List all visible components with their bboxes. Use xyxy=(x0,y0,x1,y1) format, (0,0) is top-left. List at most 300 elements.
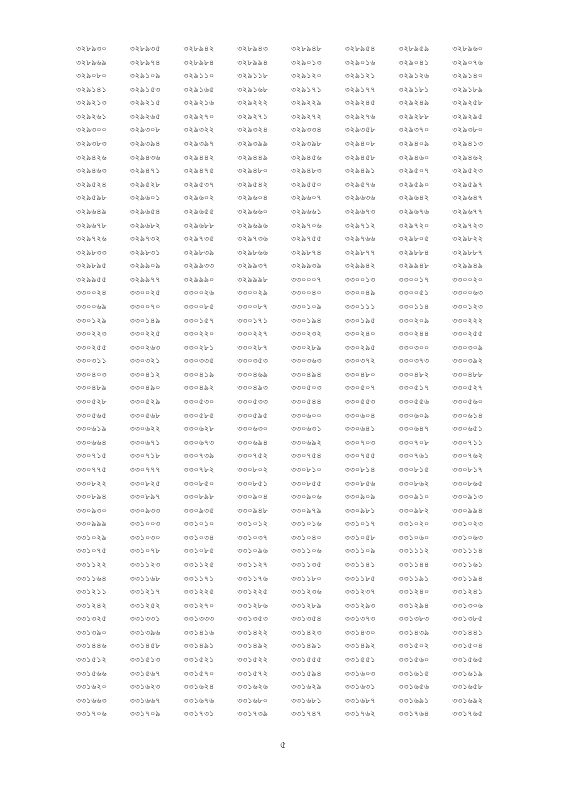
table-cell: ৩২৯৭১২ xyxy=(344,220,376,230)
table-cell: ৩৩০৮৬৫ xyxy=(452,478,484,488)
table-cell: ৩২৯১৫৩ xyxy=(129,84,161,94)
table-cell: ৩৩১৬২০ xyxy=(76,682,107,692)
table-cell: ৩৩১৫৫১ xyxy=(344,655,376,665)
table-cell: ৩৩০৭৬২ xyxy=(452,451,484,461)
table-cell: ৩২৯৯৯০ xyxy=(183,274,215,284)
table-cell: ৩২৯৮০৫ xyxy=(398,234,430,244)
table-cell: ৩২৯৫৯০ xyxy=(398,179,430,189)
table-cell: ৩৩০১২৯ xyxy=(76,315,107,325)
table-cell: ৩৩০৩২১ xyxy=(129,356,161,366)
table-cell: ৩৩০৬৬৪ xyxy=(76,437,107,447)
table-cell: ৩৩১৩৫৩ xyxy=(237,614,269,624)
table-cell: ৩২৮৯৮৪ xyxy=(183,57,215,67)
table-cell: ৩৩০৯০৪ xyxy=(237,492,269,502)
table-cell: ৩৩১২১১ xyxy=(76,587,107,597)
table-cell: ৩২৯৮৯৫ xyxy=(76,261,107,271)
table-cell: ৩২৯৪৯১ xyxy=(344,166,376,176)
table-cell: ৩২৯৬৭৭ xyxy=(452,206,484,216)
table-cell: ৩২৯৭৫৫ xyxy=(291,234,322,244)
table-cell: ৩২৯৭৬৬ xyxy=(344,234,376,244)
table-cell: ৩৩০৬২২ xyxy=(129,424,161,434)
table-cell: ৩৩১১৪৪ xyxy=(398,559,430,569)
table-cell: ৩৩১৭৪৭ xyxy=(291,709,322,719)
table-cell: ৩৩০৫২৭ xyxy=(452,383,484,393)
table-cell: ৩২৯১২১ xyxy=(344,71,376,81)
table-cell: ৩৩১০৩৪ xyxy=(183,532,215,542)
table-cell: ৩২৯১৬৮ xyxy=(237,84,269,94)
table-cell: ৩৩০৮১৪ xyxy=(344,464,376,474)
table-cell: ৩৩০৭৭৫ xyxy=(76,464,107,474)
table-cell: ৩২৯৮৩৩ xyxy=(76,247,107,257)
table-cell: ৩৩১২৭০ xyxy=(183,600,215,610)
table-cell: ৩২৯৫৯৭ xyxy=(452,179,484,189)
table-cell: ৩২৯৯৫৫ xyxy=(76,274,107,284)
table-cell: ৩২৯৫৭৬ xyxy=(344,179,376,189)
table-cell: ৩৩১১৯৪ xyxy=(452,573,484,583)
table-cell: ৩২৯৮৬৬ xyxy=(237,247,269,257)
table-cell: ৩৩১০৩৭ xyxy=(237,532,269,542)
table-cell: ৩২৯১৮৯ xyxy=(452,84,484,94)
table-cell: ৩৩১৪৩৯ xyxy=(398,627,430,637)
table-cell: ৩২৯২৪৫ xyxy=(344,98,376,108)
table-cell: ৩২৯৩৭০ xyxy=(398,125,430,135)
table-cell: ৩৩১৫০২ xyxy=(398,641,430,651)
table-cell: ৩২৯৫০৭ xyxy=(398,166,430,176)
table-cell: ৩৩০৪৮০ xyxy=(344,369,376,379)
table-cell: ৩৩০০২৪ xyxy=(76,288,107,298)
table-cell: ৩২৯২৭২ xyxy=(291,111,322,121)
table-cell: ৩৩১৬৯২ xyxy=(452,695,484,705)
table-cell: ৩২৮৯৪২ xyxy=(183,44,215,53)
table-cell: ৩২৯৭০৬ xyxy=(291,220,322,230)
table-cell: ৩৩০৯৩৫ xyxy=(183,505,215,515)
table-cell: ৩৩১৩২৫ xyxy=(76,614,107,624)
table-cell: ৩৩০১২৩ xyxy=(452,301,484,311)
table-cell: ৩২৯৪৬২ xyxy=(452,152,484,162)
table-cell: ৩৩১১২৫ xyxy=(183,559,215,569)
table-cell: ৩২৯৬৫৪ xyxy=(129,206,161,216)
table-cell: ৩২৯৬৯৬ xyxy=(237,220,269,230)
table-cell: ৩৩১১৬৪ xyxy=(76,573,107,583)
table-cell: ৩৩১১৬৮ xyxy=(129,573,161,583)
table-cell: ৩৩০১৯৪ xyxy=(291,315,322,325)
table-cell: ৩২৯৪০৯ xyxy=(398,139,430,149)
table-cell: ৩৩০২২২ xyxy=(452,315,484,325)
table-cell: ৩৩১১০৯ xyxy=(344,546,376,556)
table-cell: ৩২৯৫২৮ xyxy=(129,179,161,189)
table-cell: ৩৩০১১৪ xyxy=(398,301,430,311)
table-cell: ৩৩১৬৩১ xyxy=(344,682,376,692)
table-cell: ৩৩১০৪০ xyxy=(291,532,322,542)
table-cell: ৩২৯২৭১ xyxy=(237,111,269,121)
table-cell: ৩৩০৬১৯ xyxy=(76,424,107,434)
table-cell: ৩৩১২৯৩ xyxy=(344,600,376,610)
table-cell: ৩৩১৩৩৩ xyxy=(183,614,215,624)
table-cell: ৩৩০৬৪১ xyxy=(344,424,376,434)
table-cell: ৩৩১৪৪১ xyxy=(452,627,484,637)
table-cell: ৩৩১৭০৬ xyxy=(76,709,107,719)
table-cell: ৩৩০৫৬৮ xyxy=(129,410,161,420)
table-cell: ৩৩০০৭০ xyxy=(129,301,161,311)
table-cell: ৩৩১৫৫৫ xyxy=(291,655,322,665)
table-cell: ৩২৯১৭৭ xyxy=(344,84,376,94)
table-cell: ৩২৮৯৬০ xyxy=(452,44,484,53)
table-cell: ৩২৯৯৩৭ xyxy=(237,261,269,271)
table-cell: ৩৩০১১১ xyxy=(344,301,376,311)
table-cell: ৩২৯৬০১ xyxy=(129,193,161,203)
table-cell: ৩২৯৬৭৩ xyxy=(344,206,376,216)
table-cell: ৩২৯৮২২ xyxy=(452,234,484,244)
table-cell: ৩২৯১০৯ xyxy=(129,71,161,81)
table-cell: ৩২৯৩৮০ xyxy=(452,125,484,135)
table-cell: ৩৩১৬০৩ xyxy=(344,668,376,678)
table-cell: ৩৩০০৫১ xyxy=(398,288,430,298)
table-cell: ৩৩০৪৮৮ xyxy=(452,369,484,379)
table-cell: ৩৩১৭৬২ xyxy=(344,709,376,719)
table-cell: ৩২৯২১৬ xyxy=(183,98,215,108)
table-cell: ৩২৯৩২৪ xyxy=(237,125,269,135)
table-cell: ৩৩০২৩২ xyxy=(291,329,322,339)
table-cell: ৩২৯৩৯৯ xyxy=(237,139,269,149)
table-cell: ৩২৯৬৮৮ xyxy=(183,220,215,230)
table-cell: ৩২৯৫৪২ xyxy=(237,179,269,189)
table-cell: ৩৩০২৫৫ xyxy=(452,329,484,339)
table-cell: ৩২৯২৪৯ xyxy=(398,98,430,108)
table-cell: ৩২৯২৯৫ xyxy=(452,111,484,121)
table-cell: ৩৩০৭৫২ xyxy=(237,451,269,461)
number-table xyxy=(76,42,506,721)
table-cell: ৩৩১৬৮০ xyxy=(237,695,269,705)
table-cell: ৩২৯১৪১ xyxy=(76,84,107,94)
table-cell: ৩৩০১৯৫ xyxy=(344,315,376,325)
table-cell: ৩৩০৯৯৯ xyxy=(76,519,107,529)
table-cell: ৩৩১৬৬৭ xyxy=(129,695,161,705)
table-cell: ৩২৯২৮৮ xyxy=(398,111,430,121)
table-cell: ৩২৯২৬৫ xyxy=(129,111,161,121)
table-cell: ৩৩০৪৯২ xyxy=(183,383,215,393)
table-cell: ৩৩০০২৯ xyxy=(237,288,269,298)
table-cell: ৩৩০৬৭১ xyxy=(129,437,161,447)
table-cell: ৩৩১৬২৪ xyxy=(183,682,215,692)
table-cell: ৩৩০৮২২ xyxy=(76,478,107,488)
table-cell: ৩২৯৭২৬ xyxy=(76,234,107,244)
table-cell: ৩৩০৯৩০ xyxy=(76,505,107,515)
table-cell: ৩২৯৬৪২ xyxy=(398,193,430,203)
table-cell: ৩২৯২২২ xyxy=(237,98,269,108)
table-cell: ৩২৮৯৩৫ xyxy=(129,44,161,53)
table-cell: ৩৩০০১৭ xyxy=(398,274,430,284)
table-cell: ৩৩০৬৩১ xyxy=(291,424,322,434)
table-cell: ৩২৯৭২০ xyxy=(398,220,430,230)
table-cell: ৩৩১০৭৮ xyxy=(129,546,161,556)
table-cell: ৩৩০১৪৯ xyxy=(129,315,161,325)
table-cell: ৩৩১১২৭ xyxy=(237,559,269,569)
table-cell: ৩৩০৯১৩ xyxy=(452,492,484,502)
table-cell: ৩৩০৯৯৪ xyxy=(452,505,484,515)
table-cell: ৩২৯৬৭৬ xyxy=(398,206,430,216)
table-cell: ৩৩১৫৯৪ xyxy=(291,668,322,678)
table-cell: ৩৩০০৮৫ xyxy=(183,301,215,311)
table-cell: ৩২৯০১৬ xyxy=(344,57,376,67)
table-cell: ৩৩১৬২৩ xyxy=(129,682,161,692)
table-cell: ৩৩০২৯৫ xyxy=(344,342,376,352)
table-cell: ৩৩০০২০ xyxy=(452,274,484,284)
table-cell: ৩২৯৬৪৭ xyxy=(452,193,484,203)
table-cell: ৩৩১২৩৬ xyxy=(291,587,322,597)
table-cell: ৩৩০৫০৩ xyxy=(291,383,322,393)
table-cell: ৩২৯৯৩৯ xyxy=(291,261,322,271)
table-cell: ৩৩১৫৭২ xyxy=(237,668,269,678)
table-cell: ৩২৯১২০ xyxy=(291,71,322,81)
table-cell: ৩৩১৩৮৩ xyxy=(398,614,430,624)
table-cell: ৩২৯৪৫৬ xyxy=(291,152,322,162)
table-cell: ৩২৯৯৪৮ xyxy=(398,261,430,271)
table-cell: ৩৩০৫৯৫ xyxy=(237,410,269,420)
table-cell: ৩২৯৯৪২ xyxy=(344,261,376,271)
table-cell: ৩৩০৮১৫ xyxy=(398,464,430,474)
table-cell: ৩৩০৮৯৪ xyxy=(76,492,107,502)
table-cell: ৩৩০৭৫৫ xyxy=(344,451,376,461)
table-cell: ৩৩০৭০৮ xyxy=(398,437,430,447)
table-cell: ৩৩০৪০৩ xyxy=(76,369,107,379)
table-cell: ৩৩০৫৬০ xyxy=(452,397,484,407)
table-cell: ৩৩০৯৮১ xyxy=(344,505,376,515)
table-cell: ৩২৮৯৭৪ xyxy=(129,57,161,67)
table-cell: ৩৩০৪৮২ xyxy=(398,369,430,379)
table-cell: ৩৩১০৩০ xyxy=(129,532,161,542)
table-cell: ৩৩১৪৪৬ xyxy=(76,641,107,651)
table-cell: ৩২৯১২৬ xyxy=(398,71,430,81)
table-cell: ৩২৯১৪০ xyxy=(452,71,484,81)
table-cell: ৩২৯৫৫০ xyxy=(291,179,322,189)
table-cell: ৩৩১০৬৩ xyxy=(452,532,484,542)
table-cell: ৩৩১৬৫৬ xyxy=(398,682,430,692)
table-cell: ৩২৯৬৭৮ xyxy=(76,220,107,230)
table-cell: ৩২৯৩৩৪ xyxy=(291,125,322,135)
table-cell: ৩৩১৬৬৩ xyxy=(76,695,107,705)
table-cell: ৩২৯০৪১ xyxy=(398,57,430,67)
table-cell: ৩৩০৮৬২ xyxy=(398,478,430,488)
table-cell: ৩৩১৭০৯ xyxy=(129,709,161,719)
table-cell: ৩৩০১০৯ xyxy=(291,301,322,311)
table-cell: ৩২৯৬৮২ xyxy=(129,220,161,230)
table-cell: ৩৩০৭৬১ xyxy=(398,451,430,461)
table-cell: ৩২৯৪৮৩ xyxy=(291,166,322,176)
table-cell: ৩২৯১৮১ xyxy=(398,84,430,94)
table-cell: ৩৩০২৬৩ xyxy=(129,342,161,352)
table-cell: ৩২৯৬৫৫ xyxy=(183,206,215,216)
table-cell: ৩৩০০৪০ xyxy=(291,288,322,298)
table-cell: ৩২৯০১৩ xyxy=(291,57,322,67)
table-cell: ৩২৯৯০৯ xyxy=(129,261,161,271)
table-cell: ৩৩১৩৯০ xyxy=(76,627,107,637)
table-cell: ৩২৯৮৮৪ xyxy=(398,247,430,257)
table-cell: ৩৩১৬২৯ xyxy=(291,682,322,692)
table-cell: ৩২৯৫৩৭ xyxy=(183,179,215,189)
table-cell: ৩৩১৬১৫ xyxy=(398,668,430,678)
table-cell: ৩৩০৩০০ xyxy=(398,342,430,352)
table-cell: ৩২৯৫৯৮ xyxy=(76,193,107,203)
table-cell: ৩৩০১৭১ xyxy=(237,315,269,325)
table-cell: ৩৩০৯০৬ xyxy=(291,492,322,502)
table-cell: ৩২৯৫২৩ xyxy=(452,166,484,176)
table-cell: ৩২৮৯৩০ xyxy=(76,44,107,53)
table-cell: ৩৩১৩৯৬ xyxy=(129,627,161,637)
table-cell: ৩৩১৫৬৭ xyxy=(129,668,161,678)
table-cell: ৩৩১৩৩১ xyxy=(129,614,161,624)
table-cell: ৩৩১৩৭৩ xyxy=(344,614,376,624)
table-cell: ৩৩০৭১১ xyxy=(452,437,484,447)
table-cell: ৩৩০২৪০ xyxy=(344,329,376,339)
table-cell: ৩৩০২২০ xyxy=(183,329,215,339)
table-cell: ৩৩০৯৮২ xyxy=(398,505,430,515)
table-cell: ৩২৯৪০৮ xyxy=(344,139,376,149)
table-cell: ৩৩১৪৯১ xyxy=(183,641,215,651)
table-cell: ৩৩১৪২২ xyxy=(237,627,269,637)
table-cell: ৩৩১১১২ xyxy=(398,546,430,556)
table-cell: ৩৩০০২৬ xyxy=(183,288,215,298)
table-cell: ৩৩১০২৯ xyxy=(76,532,107,542)
table-cell: ৩৩০০৮৭ xyxy=(237,301,269,311)
table-cell: ৩৩১১৬১ xyxy=(452,559,484,569)
table-cell: ৩৩০০৬৩ xyxy=(452,288,484,298)
table-cell: ৩২৯৭২৩ xyxy=(452,220,484,230)
table-cell: ৩৩০৮৫৬ xyxy=(344,478,376,488)
table-cell: ৩৩০৬৯৪ xyxy=(237,437,269,447)
table-cell: ৩৩১০৯৬ xyxy=(237,546,269,556)
table-cell: ৩৩০৮১৭ xyxy=(452,464,484,474)
table-cell: ৩২৯৮৭৪ xyxy=(291,247,322,257)
table-cell: ৩৩১২২৫ xyxy=(183,587,215,597)
table-cell: ৩২৯৪৪২ xyxy=(183,152,215,162)
table-cell: ৩৩০৪৬৯ xyxy=(237,369,269,379)
table-cell: ৩২৮৯৬৯ xyxy=(76,57,107,67)
table-cell: ৩৩১২৮৬ xyxy=(237,600,269,610)
table-cell: ৩৩০৩৯২ xyxy=(452,356,484,366)
table-cell: ৩৩০২৮৯ xyxy=(291,342,322,352)
table-cell: ৩৩১০২০ xyxy=(398,519,430,529)
table-cell: ৩৩১৫০৪ xyxy=(452,641,484,651)
table-cell: ৩৩১২৪০ xyxy=(398,587,430,597)
table-cell: ৩২৯৪৬৩ xyxy=(76,166,107,176)
table-cell: ৩৩০৬৪৭ xyxy=(398,424,430,434)
table-cell: ৩৩০৯৪৮ xyxy=(237,505,269,515)
table-cell: ৩২৯৭৩৬ xyxy=(237,234,269,244)
table-cell: ৩২৯৮৭৭ xyxy=(344,247,376,257)
table-cell: ৩২৯০৭৬ xyxy=(452,57,484,67)
table-cell: ৩২৮৯৪৩ xyxy=(237,44,269,53)
table-cell: ৩৩০২৫৫ xyxy=(76,342,107,352)
page-number: ৫ xyxy=(279,740,287,751)
table-cell: ৩২৯৪৫৮ xyxy=(344,152,376,162)
table-cell: ৩২৯৮৮৭ xyxy=(452,247,484,257)
table-cell: ৩২৯৩৮৩ xyxy=(76,139,107,149)
table-cell: ৩৩১৩০৬ xyxy=(452,600,484,610)
table-cell: ৩৩১০৫৮ xyxy=(344,532,376,542)
table-cell: ৩২৯৫২৪ xyxy=(76,179,107,189)
table-cell: ৩২৯২১৩ xyxy=(76,98,107,108)
table-cell: ৩৩১৪৩০ xyxy=(344,627,376,637)
table-cell: ৩৩০৬৯২ xyxy=(291,437,322,447)
table-cell: ৩৩১৬২৬ xyxy=(237,682,269,692)
table-cell: ৩৩১৪৯১ xyxy=(291,641,322,651)
table-cell: ৩৩১৬৮৭ xyxy=(344,695,376,705)
table-cell: ৩৩০৮৫১ xyxy=(237,478,269,488)
table-cell: ৩৩০৭১৮ xyxy=(129,451,161,461)
table-cell: ৩৩১৬৯১ xyxy=(398,695,430,705)
table-cell: ৩৩১৫১৩ xyxy=(129,655,161,665)
table-cell: ৩৩১৫১২ xyxy=(76,655,107,665)
table-cell: ৩৩১১০৬ xyxy=(291,546,322,556)
table-cell: ৩৩০৮৫০ xyxy=(183,478,215,488)
table-cell: ৩৩০৬০৪ xyxy=(344,410,376,420)
table-cell: ৩৩১২৫২ xyxy=(129,600,161,610)
table-cell: ৩৩০২৮১ xyxy=(183,342,215,352)
table-cell: ৩৩০০০৭ xyxy=(291,274,322,284)
table-cell: ৩৩০৪৯০ xyxy=(129,383,161,393)
table-cell: ৩৩১০৭৫ xyxy=(76,546,107,556)
table-cell: ৩৩১৫২১ xyxy=(183,655,215,665)
table-cell: ৩৩১৭৬৪ xyxy=(398,709,430,719)
table-cell: ৩২৯৯৯৮ xyxy=(237,274,269,284)
table-cell: ৩২৮৯৪৮ xyxy=(291,44,322,53)
table-cell: ৩২৯১১০ xyxy=(183,71,215,81)
table-cell: ৩২৯৬৩৬ xyxy=(344,193,376,203)
table-cell: ৩২৯৬৬১ xyxy=(291,206,322,216)
table-cell: ৩২৯৪৬০ xyxy=(398,152,430,162)
table-cell: ৩৩০৬২৮ xyxy=(183,424,215,434)
table-cell: ৩৩০৪৯৪ xyxy=(291,369,322,379)
table-cell: ৩২৯১১৮ xyxy=(237,71,269,81)
table-cell: ৩২৯৬০৪ xyxy=(237,193,269,203)
table-cell: ৩৩১৫৭০ xyxy=(183,668,215,678)
table-cell: ৩৩১১৮৫ xyxy=(344,573,376,583)
table-cell: ৩৩০১৫৭ xyxy=(183,315,215,325)
table-cell: ৩২৮৯৯৪ xyxy=(237,57,269,67)
table-cell: ৩২৯৪২৬ xyxy=(76,152,107,162)
table-cell: ৩২৯৯৩৩ xyxy=(183,261,215,271)
table-cell: ৩২৯৪৩৬ xyxy=(129,152,161,162)
table-cell: ৩৩১১৭১ xyxy=(183,573,215,583)
table-cell: ৩৩০৫৪৪ xyxy=(291,397,322,407)
table-cell: ৩৩০২০৯ xyxy=(398,315,430,325)
table-cell: ৩৩১১২৩ xyxy=(129,559,161,569)
table-cell: ৩৩০২২৫ xyxy=(129,329,161,339)
table-cell: ৩২৮৯৫৪ xyxy=(344,44,376,53)
table-cell: ৩৩০৫৩৩ xyxy=(237,397,269,407)
table-cell: ৩৩০৬৩০ xyxy=(237,424,269,434)
table-cell: ৩৩১৩৮৫ xyxy=(452,614,484,624)
table-cell: ৩৩০৫৫৩ xyxy=(344,397,376,407)
table-cell: ৩৩১৭৬৫ xyxy=(452,709,484,719)
table-cell: ৩৩১১৭৬ xyxy=(237,573,269,583)
table-cell: ৩২৯৪৭৫ xyxy=(183,166,215,176)
table-cell: ৩৩০৮১০ xyxy=(291,464,322,474)
table-cell: ৩২৯৮৩১ xyxy=(129,247,161,257)
table-cell: ৩৩১৪৯২ xyxy=(344,641,376,651)
table-cell: ৩৩১২৪২ xyxy=(76,600,107,610)
table-cell: ৩৩০০৪৯ xyxy=(344,288,376,298)
table-cell: ৩৩০৯৩৩ xyxy=(129,505,161,515)
table-cell: ৩৩০৫৬৫ xyxy=(76,410,107,420)
table-cell: ৩৩০৩৩৫ xyxy=(183,356,215,366)
table-cell: ৩৩০৭৩৯ xyxy=(183,451,215,461)
table-cell: ৩২৯৭৩২ xyxy=(129,234,161,244)
table-cell: ৩৩১১২২ xyxy=(76,559,107,569)
table-cell: ৩৩১১৮০ xyxy=(291,573,322,583)
table-cell: ৩৩০৯৭৯ xyxy=(291,505,322,515)
table-cell: ৩৩০৫৮৫ xyxy=(183,410,215,420)
